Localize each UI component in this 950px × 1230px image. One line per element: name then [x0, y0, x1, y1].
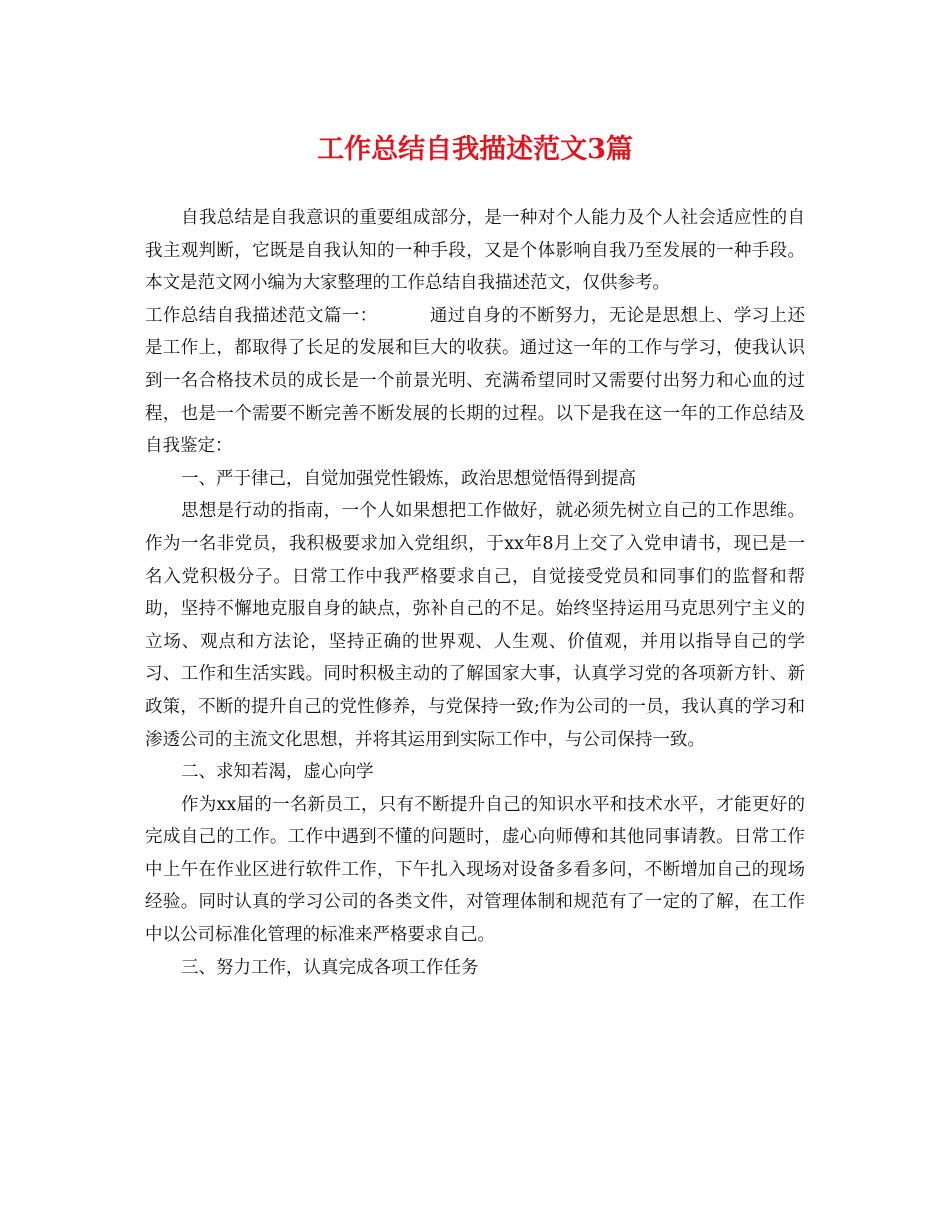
paragraph-two: 作为xx届的一名新员工，只有不断提升自己的知识水平和技术水平，才能更好的完成自己的工作。工作中遇到不懂的问题时，虚心向师傅和其他同事请教。日常工作中上午在作业区进行软件工作，下午扎入现场对设备多看多问，不断增加自己的现场经验。同时认真的学习公司的各类文件，对管理体制和规范有了一定的了解，在工作中以公司标准化管理的标准来严格要求自己。 — [145, 794, 805, 946]
heading-two: 二、求知若渴，虚心向学 — [181, 762, 374, 783]
heading-three: 三、努力工作，认真完成各项工作任务 — [181, 957, 479, 978]
document-title: 工作总结自我描述范文3篇 — [317, 134, 633, 165]
section-one-text: 通过自身的不断努力，无论是思想上、学习上还是工作上，都取得了长足的发展和巨大的收获。通过这一年的工作与学习，使我认识到一名合格技术员的成长是一个前景光明、充满希望同时又需要付出努力和心血的过程，也是一个需要不断完善不断发展的长期的过程。以下是我在这一年的工作总结及自我鉴定： — [145, 305, 806, 457]
heading-one: 一、严于律己，自觉加强党性锻炼，政治思想觉悟得到提高 — [181, 468, 636, 489]
intro-paragraph: 自我总结是自我意识的重要组成部分，是一种对个人能力及个人社会适应性的自我主观判断，它既是自我认知的一种手段，又是个体影响自我乃至发展的一种手段。本文是范文网小编为大家整理的工作总结自我描述范文，仅供参考。 — [145, 208, 805, 294]
document-body — [145, 202, 805, 984]
paragraph-one: 思想是行动的指南，一个人如果想把工作做好，就必须先树立自己的工作思维。作为一名非党员，我积极要求加入党组织，于xx年8月上交了入党申请书，现已是一名入党积极分子。日常工作中我严格要求自己，自觉接受党员和同事们的监督和帮助，坚持不懈地克服自身的缺点，弥补自己的不足。始终坚持运用马克思列宁主义的立场、观点和方法论，坚持正确的世界观、人生观、价值观，并用以指导自己的学习、工作和生活实践。同时积极主动的了解国家大事，认真学习党的各项新方针、新政策，不断的提升自己的党性修养，与党保持一致;作为公司的一员，我认真的学习和渗透公司的主流文化思想，并将其运用到实际工作中，与公司保持一致。 — [145, 501, 805, 750]
section-one-label: 工作总结自我描述范文篇一： — [145, 305, 378, 326]
section-one-paragraph — [145, 300, 805, 463]
